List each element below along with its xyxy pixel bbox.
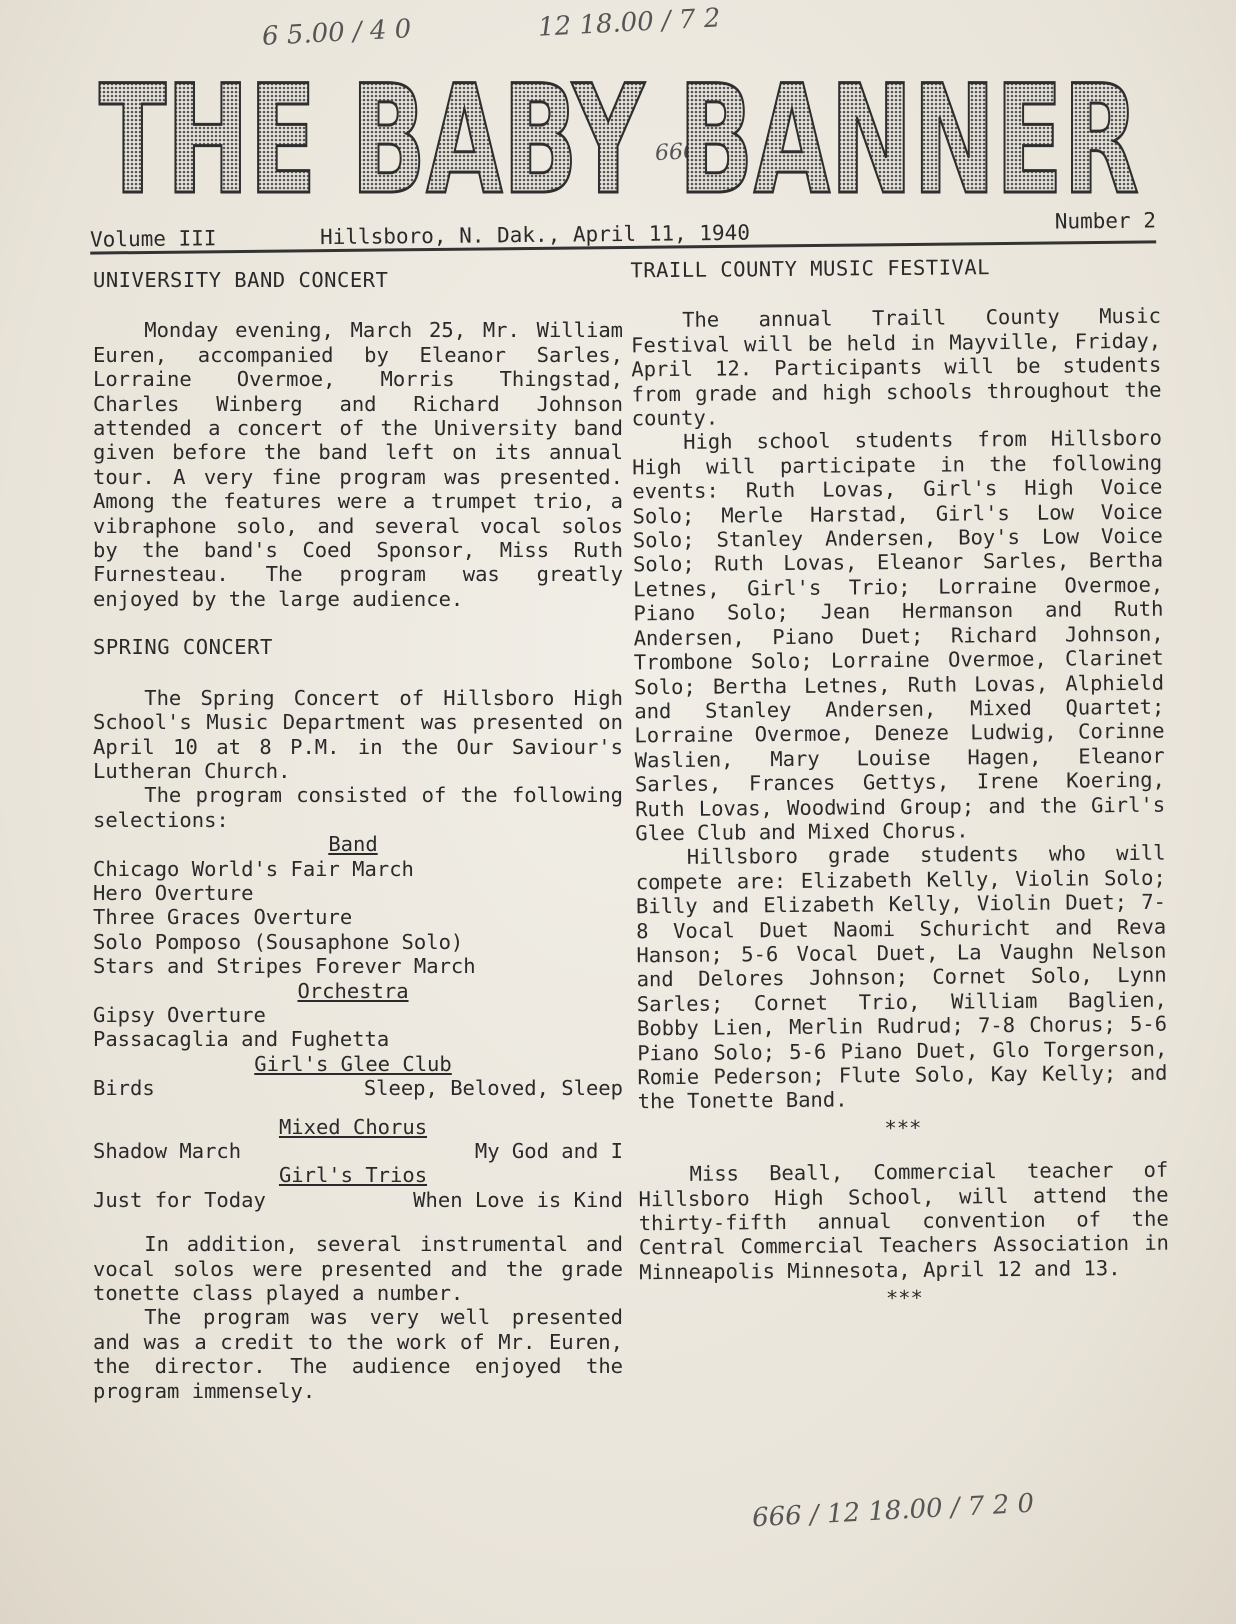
festival-intro: The annual Traill County Music Festival will be held in Mayville, Friday, April 12. Participants will be students from grade and high schools throughout the county. — [630, 304, 1162, 431]
girls-trios-section-label: Girl's Trios — [278, 1163, 428, 1188]
volume-label: Volume III — [89, 226, 217, 252]
masthead-title-art — [86, 62, 1152, 212]
masthead-title: THE BABY BANNER — [99, 62, 1139, 212]
band-item: Hero Overture — [93, 880, 254, 905]
girls-trios-item-right: When Love is Kind — [413, 1187, 623, 1212]
mixed-chorus-item-left: Shadow March — [93, 1139, 242, 1163]
orchestra-item: Gipsy Overture — [93, 1002, 266, 1027]
section-separator: *** — [885, 1286, 924, 1311]
orchestra-section-label: Orchestra — [297, 978, 409, 1003]
heading-university-band-concert: UNIVERSITY BAND CONCERT — [93, 268, 389, 292]
orchestra-item: Passacaglia and Fughetta — [93, 1027, 390, 1052]
heading-spring-concert: SPRING CONCERT — [93, 635, 273, 660]
band-item: Three Graces Overture — [93, 905, 353, 930]
spring-concert-intro: The Spring Concert of Hillsboro High School's Music Department was presented on April 10 at 8 P.M. in the Our Saviour's Lutheran Church. — [93, 685, 623, 783]
right-column — [630, 250, 1169, 1333]
issue-info-bar — [90, 206, 1156, 254]
band-concert-article: Monday evening, March 25, Mr. William Euren, accompanied by Eleanor Sarles, Lorraine Overmoe, Morris Thingstad, Charles Winberg and Richard Johnson attended a concert of the University band given before the band left on its annual tour. A very fine program was presented. Among the features were a trumpet trio, a vibraphone solo, and several vocal solos by the band's Coed Sponsor, Miss Ruth Furnesteau. The program was greatly enjoyed by the large audience. — [93, 318, 623, 611]
festival-high-school-events: High school students from Hillsboro High will participate in the following events: Ruth Lovas, Girl's High Voice Solo; Merle Harstad, Girl's Low Voice Solo; Stanley Andersen, Boy's Low Voice Solo; Ruth Lovas, Eleanor Sarles, Bertha Letnes, Girl's Trio; Lorraine Overmoe, Piano Solo; Jean Hermanson and Ruth Andersen, Piano Duet; Richard Johnson, Trombone Solo; Lorraine Overmoe, Clarinet Solo; Bertha Letnes, Ruth Lovas, Alphield and Stanley Andersen, Mixed Quartet; Lorraine Overmoe, Deneze Ludwig, Corinne Waslien, Mary Louise Hagen, Eleanor Sarles, Frances Gettys, Irene Koering, Ruth Lovas, Woodwind Group; and the Girl's Glee Club and Mixed Chorus. — [632, 426, 1166, 846]
girls-trios-row — [93, 1188, 623, 1212]
heading-traill-county-music-festival: TRAILL COUNTY MUSIC FESTIVAL — [630, 255, 991, 283]
mixed-chorus-item-right: My God and I — [474, 1139, 623, 1163]
place-date: Hillsboro, N. Dak., April 11, 1940 — [319, 220, 751, 250]
mixed-chorus-section-label: Mixed Chorus — [278, 1114, 428, 1139]
spring-concert-closing: The program was very well presented and was a credit to the work of Mr. Euren, the director. The audience enjoyed the program immensely. — [93, 1305, 623, 1403]
handwritten-note-bottom: 666 / 12 18.00 / 7 2 0 — [751, 1488, 1035, 1534]
mixed-chorus-row — [93, 1139, 623, 1163]
girls-trios-item-left: Just for Today — [93, 1187, 266, 1212]
spring-concert-solos: In addition, several instrumental and vocal solos were presented and the grade tonette class played a number. — [93, 1232, 623, 1306]
left-column — [93, 264, 623, 1403]
issue-number: Number 2 — [1054, 208, 1157, 234]
band-section-label: Band — [328, 832, 378, 857]
glee-club-row — [93, 1076, 623, 1100]
handwritten-note-top-center: 12 18.00 / 7 2 — [537, 3, 722, 43]
beall-convention-article: Miss Beall, Commercial teacher of Hillsboro High School, will attend the thirty-fifth annual convention of the Central Commercial Teachers Association in Minneapolis Minnesota, April 12 and 13. — [638, 1157, 1170, 1285]
section-separator: *** — [884, 1115, 922, 1140]
handwritten-note-top-left: 6 5.00 / 4 0 — [261, 14, 413, 52]
band-item: Chicago World's Fair March — [93, 856, 414, 881]
spring-concert-program-intro: The program consisted of the following selections: — [93, 783, 623, 832]
band-item: Solo Pomposo (Sousaphone Solo) — [93, 929, 464, 954]
glee-club-item-left: Birds — [93, 1076, 155, 1101]
festival-grade-students: Hillsboro grade students who will compete are: Elizabeth Kelly, Violin Solo; Billy and Elizabeth Kelly, Violin Duet; 7-8 Vocal Duet Naomi Schuricht and Reva Hanson; 5-6 Vocal Duet, La Vaughn Nelson and Delores Johnson; Cornet Solo, Lynn Sarles; Cornet Trio, William Baglien, Bobby Lien, Merlin Rudrud; 7-8 Chorus; 5-6 Piano Solo; 5-6 Piano Duet, Glo Torgerson, Romie Pederson; Flute Solo, Kay Kelly; and the Tonette Band. — [635, 841, 1168, 1114]
handwritten-note-masthead: 666 — [654, 138, 698, 167]
glee-club-item-right: Sleep, Beloved, Sleep — [363, 1076, 623, 1101]
glee-club-section-label: Girl's Glee Club — [254, 1051, 452, 1076]
band-item: Stars and Stripes Forever March — [93, 954, 476, 979]
masthead — [86, 62, 1152, 212]
